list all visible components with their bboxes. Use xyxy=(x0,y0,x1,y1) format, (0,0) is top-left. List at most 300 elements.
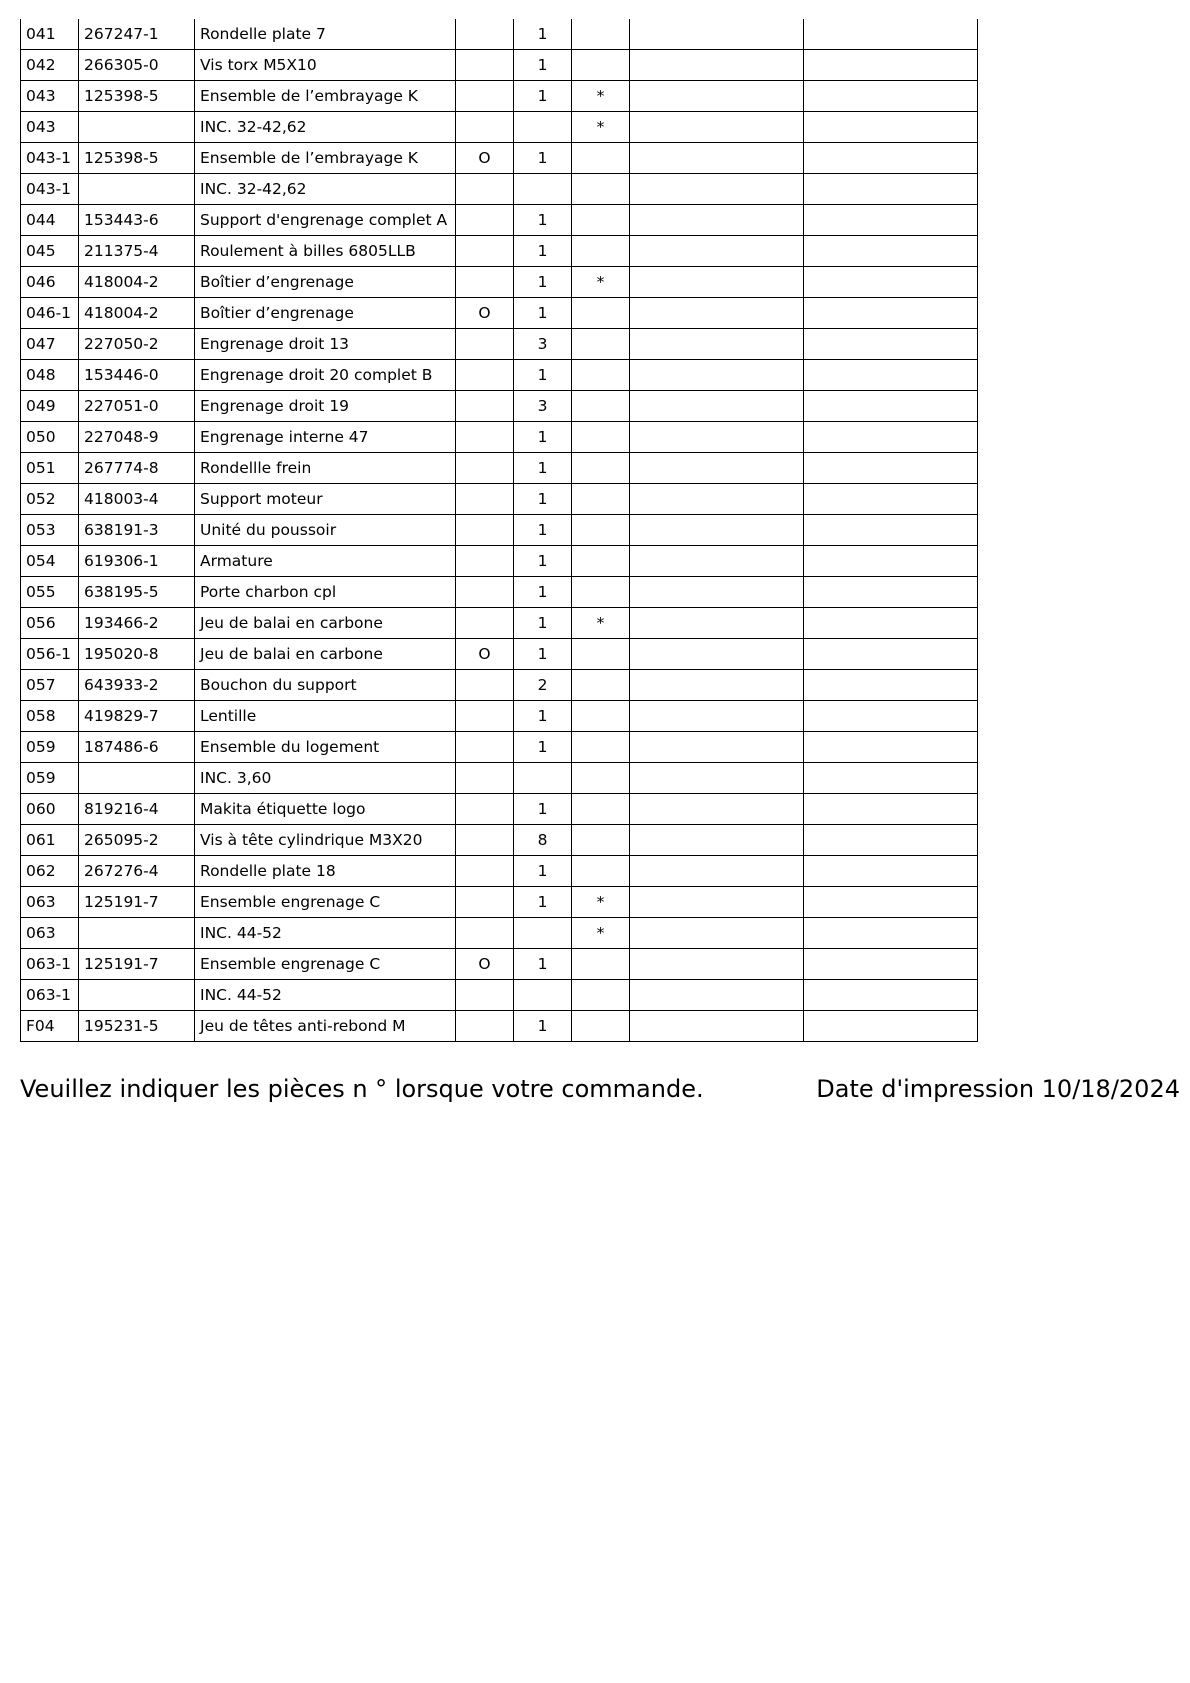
item-number-cell: 045 xyxy=(21,236,79,267)
empty-cell xyxy=(630,143,804,174)
empty-cell xyxy=(804,608,978,639)
note-mark-cell xyxy=(572,670,630,701)
item-number-cell: 059 xyxy=(21,732,79,763)
table-row xyxy=(21,484,978,515)
empty-cell xyxy=(804,112,978,143)
parts-table xyxy=(20,19,978,1042)
option-cell xyxy=(456,701,514,732)
part-number-cell xyxy=(79,763,195,794)
empty-cell xyxy=(630,887,804,918)
note-mark-cell xyxy=(572,639,630,670)
description-cell: Engrenage droit 19 xyxy=(195,391,456,422)
quantity-cell xyxy=(514,763,572,794)
empty-cell xyxy=(630,81,804,112)
quantity-cell: 1 xyxy=(514,856,572,887)
part-number-cell: 418004-2 xyxy=(79,298,195,329)
note-mark-cell: * xyxy=(572,81,630,112)
empty-cell xyxy=(630,453,804,484)
table-row xyxy=(21,763,978,794)
empty-cell xyxy=(630,515,804,546)
item-number-cell: F04 xyxy=(21,1011,79,1042)
part-number-cell: 125191-7 xyxy=(79,887,195,918)
item-number-cell: 044 xyxy=(21,205,79,236)
empty-cell xyxy=(804,918,978,949)
table-row xyxy=(21,360,978,391)
empty-cell xyxy=(804,205,978,236)
quantity-cell: 1 xyxy=(514,19,572,50)
empty-cell xyxy=(804,1011,978,1042)
empty-cell xyxy=(630,205,804,236)
empty-cell xyxy=(804,577,978,608)
table-row xyxy=(21,794,978,825)
quantity-cell: 1 xyxy=(514,639,572,670)
item-number-cell: 047 xyxy=(21,329,79,360)
note-mark-cell: * xyxy=(572,887,630,918)
description-cell: Support d'engrenage complet A xyxy=(195,205,456,236)
empty-cell xyxy=(804,453,978,484)
empty-cell xyxy=(804,298,978,329)
note-mark-cell xyxy=(572,1011,630,1042)
empty-cell xyxy=(630,1011,804,1042)
item-number-cell: 053 xyxy=(21,515,79,546)
empty-cell xyxy=(804,949,978,980)
part-number-cell: 619306-1 xyxy=(79,546,195,577)
option-cell xyxy=(456,50,514,81)
option-cell xyxy=(456,205,514,236)
description-cell: INC. 44-52 xyxy=(195,918,456,949)
empty-cell xyxy=(804,391,978,422)
note-mark-cell: * xyxy=(572,918,630,949)
item-number-cell: 063-1 xyxy=(21,980,79,1011)
empty-cell xyxy=(804,763,978,794)
part-number-cell xyxy=(79,112,195,143)
item-number-cell: 042 xyxy=(21,50,79,81)
empty-cell xyxy=(630,949,804,980)
item-number-cell: 041 xyxy=(21,19,79,50)
note-mark-cell xyxy=(572,546,630,577)
part-number-cell: 227048-9 xyxy=(79,422,195,453)
quantity-cell: 1 xyxy=(514,608,572,639)
empty-cell xyxy=(804,670,978,701)
empty-cell xyxy=(630,856,804,887)
option-cell xyxy=(456,577,514,608)
option-cell xyxy=(456,763,514,794)
table-row xyxy=(21,515,978,546)
item-number-cell: 048 xyxy=(21,360,79,391)
option-cell xyxy=(456,453,514,484)
table-row xyxy=(21,112,978,143)
part-number-cell: 153443-6 xyxy=(79,205,195,236)
quantity-cell: 1 xyxy=(514,360,572,391)
item-number-cell: 052 xyxy=(21,484,79,515)
description-cell: Ensemble de l’embrayage K xyxy=(195,143,456,174)
part-number-cell: 195231-5 xyxy=(79,1011,195,1042)
quantity-cell: 3 xyxy=(514,329,572,360)
table-row xyxy=(21,732,978,763)
option-cell xyxy=(456,422,514,453)
item-number-cell: 062 xyxy=(21,856,79,887)
part-number-cell: 267774-8 xyxy=(79,453,195,484)
empty-cell xyxy=(804,50,978,81)
description-cell: Jeu de têtes anti-rebond M xyxy=(195,1011,456,1042)
option-cell xyxy=(456,360,514,391)
quantity-cell: 1 xyxy=(514,515,572,546)
table-row xyxy=(21,298,978,329)
option-cell xyxy=(456,391,514,422)
empty-cell xyxy=(804,422,978,453)
note-mark-cell xyxy=(572,949,630,980)
empty-cell xyxy=(630,763,804,794)
note-mark-cell xyxy=(572,825,630,856)
empty-cell xyxy=(804,19,978,50)
description-cell: Ensemble engrenage C xyxy=(195,887,456,918)
empty-cell xyxy=(630,546,804,577)
quantity-cell: 2 xyxy=(514,670,572,701)
note-mark-cell xyxy=(572,329,630,360)
note-mark-cell xyxy=(572,19,630,50)
table-row xyxy=(21,1011,978,1042)
description-cell: Bouchon du support xyxy=(195,670,456,701)
empty-cell xyxy=(804,701,978,732)
description-cell: Roulement à billes 6805LLB xyxy=(195,236,456,267)
empty-cell xyxy=(804,360,978,391)
note-mark-cell xyxy=(572,484,630,515)
item-number-cell: 055 xyxy=(21,577,79,608)
table-row xyxy=(21,608,978,639)
table-row xyxy=(21,980,978,1011)
quantity-cell: 1 xyxy=(514,422,572,453)
empty-cell xyxy=(804,546,978,577)
empty-cell xyxy=(630,298,804,329)
part-number-cell: 227050-2 xyxy=(79,329,195,360)
note-mark-cell xyxy=(572,143,630,174)
item-number-cell: 043-1 xyxy=(21,174,79,205)
quantity-cell xyxy=(514,174,572,205)
empty-cell xyxy=(804,267,978,298)
item-number-cell: 046 xyxy=(21,267,79,298)
description-cell: INC. 3,60 xyxy=(195,763,456,794)
table-row xyxy=(21,174,978,205)
empty-cell xyxy=(630,360,804,391)
note-mark-cell xyxy=(572,701,630,732)
empty-cell xyxy=(804,825,978,856)
empty-cell xyxy=(630,608,804,639)
empty-cell xyxy=(630,174,804,205)
description-cell: Rondelle plate 18 xyxy=(195,856,456,887)
part-number-cell: 267247-1 xyxy=(79,19,195,50)
quantity-cell: 8 xyxy=(514,825,572,856)
quantity-cell: 1 xyxy=(514,81,572,112)
empty-cell xyxy=(804,856,978,887)
description-cell: Ensemble engrenage C xyxy=(195,949,456,980)
item-number-cell: 063 xyxy=(21,887,79,918)
option-cell xyxy=(456,608,514,639)
part-number-cell: 265095-2 xyxy=(79,825,195,856)
description-cell: INC. 32-42,62 xyxy=(195,174,456,205)
item-number-cell: 063-1 xyxy=(21,949,79,980)
quantity-cell: 1 xyxy=(514,701,572,732)
description-cell: Engrenage droit 13 xyxy=(195,329,456,360)
part-number-cell: 638195-5 xyxy=(79,577,195,608)
empty-cell xyxy=(630,329,804,360)
quantity-cell: 3 xyxy=(514,391,572,422)
description-cell: Rondelle plate 7 xyxy=(195,19,456,50)
part-number-cell xyxy=(79,174,195,205)
item-number-cell: 043-1 xyxy=(21,143,79,174)
empty-cell xyxy=(630,670,804,701)
option-cell xyxy=(456,112,514,143)
option-cell xyxy=(456,236,514,267)
empty-cell xyxy=(630,484,804,515)
quantity-cell: 1 xyxy=(514,887,572,918)
option-cell xyxy=(456,732,514,763)
print-date: Date d'impression 10/18/2024 xyxy=(816,1075,1180,1103)
description-cell: Makita étiquette logo xyxy=(195,794,456,825)
empty-cell xyxy=(630,50,804,81)
item-number-cell: 043 xyxy=(21,112,79,143)
empty-cell xyxy=(804,639,978,670)
quantity-cell: 1 xyxy=(514,143,572,174)
part-number-cell: 125191-7 xyxy=(79,949,195,980)
note-mark-cell xyxy=(572,50,630,81)
table-row xyxy=(21,949,978,980)
item-number-cell: 063 xyxy=(21,918,79,949)
quantity-cell xyxy=(514,112,572,143)
item-number-cell: 056-1 xyxy=(21,639,79,670)
quantity-cell: 1 xyxy=(514,949,572,980)
empty-cell xyxy=(804,236,978,267)
empty-cell xyxy=(630,639,804,670)
item-number-cell: 046-1 xyxy=(21,298,79,329)
item-number-cell: 043 xyxy=(21,81,79,112)
quantity-cell: 1 xyxy=(514,298,572,329)
table-row xyxy=(21,825,978,856)
quantity-cell: 1 xyxy=(514,453,572,484)
empty-cell xyxy=(804,329,978,360)
empty-cell xyxy=(630,577,804,608)
part-number-cell: 418003-4 xyxy=(79,484,195,515)
table-row xyxy=(21,236,978,267)
option-cell xyxy=(456,670,514,701)
empty-cell xyxy=(804,81,978,112)
item-number-cell: 050 xyxy=(21,422,79,453)
empty-cell xyxy=(804,143,978,174)
description-cell: Boîtier d’engrenage xyxy=(195,267,456,298)
part-number-cell: 638191-3 xyxy=(79,515,195,546)
description-cell: Boîtier d’engrenage xyxy=(195,298,456,329)
empty-cell xyxy=(804,980,978,1011)
empty-cell xyxy=(804,732,978,763)
description-cell: Rondellle frein xyxy=(195,453,456,484)
table-row xyxy=(21,577,978,608)
order-note: Veuillez indiquer les pièces n ° lorsque votre commande. xyxy=(20,1075,704,1103)
quantity-cell: 1 xyxy=(514,267,572,298)
part-number-cell: 195020-8 xyxy=(79,639,195,670)
quantity-cell: 1 xyxy=(514,236,572,267)
empty-cell xyxy=(804,887,978,918)
note-mark-cell xyxy=(572,360,630,391)
description-cell: Jeu de balai en carbone xyxy=(195,608,456,639)
table-row xyxy=(21,856,978,887)
description-cell: Lentille xyxy=(195,701,456,732)
description-cell: Engrenage droit 20 complet B xyxy=(195,360,456,391)
note-mark-cell: * xyxy=(572,608,630,639)
item-number-cell: 051 xyxy=(21,453,79,484)
quantity-cell: 1 xyxy=(514,1011,572,1042)
option-cell xyxy=(456,329,514,360)
part-number-cell: 125398-5 xyxy=(79,81,195,112)
note-mark-cell xyxy=(572,856,630,887)
description-cell: INC. 32-42,62 xyxy=(195,112,456,143)
option-cell xyxy=(456,546,514,577)
empty-cell xyxy=(630,918,804,949)
item-number-cell: 057 xyxy=(21,670,79,701)
empty-cell xyxy=(630,236,804,267)
part-number-cell: 819216-4 xyxy=(79,794,195,825)
table-row xyxy=(21,50,978,81)
description-cell: Jeu de balai en carbone xyxy=(195,639,456,670)
item-number-cell: 049 xyxy=(21,391,79,422)
table-row xyxy=(21,453,978,484)
empty-cell xyxy=(630,267,804,298)
quantity-cell: 1 xyxy=(514,577,572,608)
table-row xyxy=(21,81,978,112)
table-row xyxy=(21,670,978,701)
option-cell xyxy=(456,980,514,1011)
part-number-cell: 267276-4 xyxy=(79,856,195,887)
note-mark-cell xyxy=(572,453,630,484)
option-cell xyxy=(456,918,514,949)
empty-cell xyxy=(630,19,804,50)
quantity-cell xyxy=(514,980,572,1011)
option-cell xyxy=(456,81,514,112)
part-number-cell: 419829-7 xyxy=(79,701,195,732)
quantity-cell: 1 xyxy=(514,50,572,81)
table-row xyxy=(21,143,978,174)
empty-cell xyxy=(630,391,804,422)
quantity-cell xyxy=(514,918,572,949)
table-row xyxy=(21,639,978,670)
note-mark-cell: * xyxy=(572,112,630,143)
quantity-cell: 1 xyxy=(514,484,572,515)
empty-cell xyxy=(804,794,978,825)
description-cell: Vis torx M5X10 xyxy=(195,50,456,81)
note-mark-cell xyxy=(572,391,630,422)
note-mark-cell xyxy=(572,205,630,236)
table-row xyxy=(21,267,978,298)
note-mark-cell xyxy=(572,794,630,825)
item-number-cell: 059 xyxy=(21,763,79,794)
table-row xyxy=(21,887,978,918)
item-number-cell: 056 xyxy=(21,608,79,639)
item-number-cell: 061 xyxy=(21,825,79,856)
option-cell xyxy=(456,1011,514,1042)
part-number-cell: 153446-0 xyxy=(79,360,195,391)
table-row xyxy=(21,329,978,360)
empty-cell xyxy=(630,112,804,143)
table-row xyxy=(21,391,978,422)
part-number-cell xyxy=(79,980,195,1011)
note-mark-cell xyxy=(572,298,630,329)
option-cell xyxy=(456,174,514,205)
empty-cell xyxy=(630,422,804,453)
option-cell xyxy=(456,856,514,887)
note-mark-cell xyxy=(572,515,630,546)
option-cell xyxy=(456,887,514,918)
option-cell xyxy=(456,267,514,298)
empty-cell xyxy=(630,980,804,1011)
option-cell: O xyxy=(456,298,514,329)
part-number-cell: 187486-6 xyxy=(79,732,195,763)
quantity-cell: 1 xyxy=(514,732,572,763)
item-number-cell: 058 xyxy=(21,701,79,732)
note-mark-cell xyxy=(572,732,630,763)
note-mark-cell xyxy=(572,236,630,267)
description-cell: Armature xyxy=(195,546,456,577)
description-cell: Porte charbon cpl xyxy=(195,577,456,608)
table-row xyxy=(21,918,978,949)
table-row xyxy=(21,205,978,236)
description-cell: Unité du poussoir xyxy=(195,515,456,546)
item-number-cell: 060 xyxy=(21,794,79,825)
quantity-cell: 1 xyxy=(514,205,572,236)
option-cell: O xyxy=(456,143,514,174)
part-number-cell xyxy=(79,918,195,949)
part-number-cell: 211375-4 xyxy=(79,236,195,267)
parts-table-body xyxy=(21,19,978,1042)
item-number-cell: 054 xyxy=(21,546,79,577)
option-cell: O xyxy=(456,949,514,980)
option-cell xyxy=(456,794,514,825)
empty-cell xyxy=(630,794,804,825)
description-cell: Support moteur xyxy=(195,484,456,515)
empty-cell xyxy=(630,825,804,856)
option-cell xyxy=(456,19,514,50)
quantity-cell: 1 xyxy=(514,794,572,825)
option-cell: O xyxy=(456,639,514,670)
empty-cell xyxy=(804,484,978,515)
table-row xyxy=(21,701,978,732)
quantity-cell: 1 xyxy=(514,546,572,577)
part-number-cell: 193466-2 xyxy=(79,608,195,639)
part-number-cell: 227051-0 xyxy=(79,391,195,422)
table-row xyxy=(21,422,978,453)
note-mark-cell xyxy=(572,174,630,205)
note-mark-cell xyxy=(572,980,630,1011)
empty-cell xyxy=(630,732,804,763)
description-cell: INC. 44-52 xyxy=(195,980,456,1011)
empty-cell xyxy=(804,515,978,546)
table-row xyxy=(21,546,978,577)
empty-cell xyxy=(804,174,978,205)
note-mark-cell xyxy=(572,763,630,794)
part-number-cell: 125398-5 xyxy=(79,143,195,174)
part-number-cell: 643933-2 xyxy=(79,670,195,701)
part-number-cell: 418004-2 xyxy=(79,267,195,298)
description-cell: Ensemble du logement xyxy=(195,732,456,763)
note-mark-cell xyxy=(572,577,630,608)
option-cell xyxy=(456,484,514,515)
description-cell: Ensemble de l’embrayage K xyxy=(195,81,456,112)
note-mark-cell: * xyxy=(572,267,630,298)
note-mark-cell xyxy=(572,422,630,453)
option-cell xyxy=(456,825,514,856)
description-cell: Vis à tête cylindrique M3X20 xyxy=(195,825,456,856)
option-cell xyxy=(456,515,514,546)
empty-cell xyxy=(630,701,804,732)
part-number-cell: 266305-0 xyxy=(79,50,195,81)
table-row xyxy=(21,19,978,50)
